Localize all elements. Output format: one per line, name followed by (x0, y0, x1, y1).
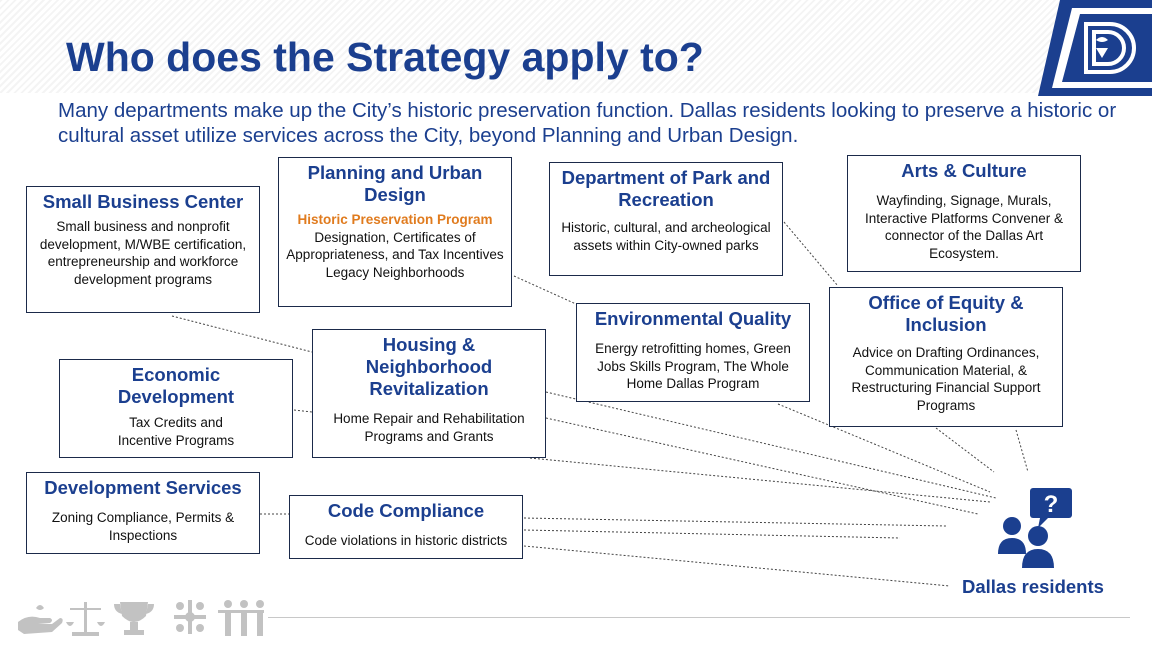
people-icon (218, 600, 264, 636)
economic-development-box (59, 359, 293, 458)
box-description: Zoning Compliance, Permits & Inspections (51, 510, 235, 543)
box-title: Small Business Center (42, 191, 244, 212)
footer-icons (14, 596, 264, 640)
caring-hand-icon (18, 605, 63, 634)
box-title: Development Services (44, 477, 242, 498)
slide-title: Who does the Strategy apply to? (66, 34, 704, 80)
svg-text:?: ? (1043, 491, 1059, 518)
box-title: Economic Development (117, 364, 235, 407)
box-title: Department of Park and Recreation (561, 167, 771, 210)
code-compliance-box (289, 495, 523, 559)
box-description: Designation, Certificates of Appropriateness, and Tax Incentives (286, 229, 504, 262)
box-title: Housing & Neighborhood Revitalization (365, 334, 493, 399)
box-description: Small business and nonprofit development, M/WBE certification, entrepreneurship and workforce development programs (39, 219, 247, 287)
box-title: Planning and Urban Design (307, 162, 483, 205)
arts-culture-box (847, 155, 1081, 272)
housing-revitalization-box (312, 329, 546, 458)
planning-urban-design-box (278, 157, 512, 307)
footer-divider (268, 617, 1130, 618)
park-recreation-box (549, 162, 783, 276)
box-description-2: Legacy Neighborhoods (325, 264, 465, 280)
box-title: Office of Equity & Inclusion (868, 292, 1024, 335)
dallas-residents-label: Dallas residents (962, 576, 1104, 597)
box-description: Historic, cultural, and archeological assets within City-owned parks (561, 220, 771, 253)
trophy-icon (114, 602, 154, 635)
box-title: Environmental Quality (594, 308, 792, 329)
box-description: Home Repair and Rehabilitation Programs and Grants (333, 411, 525, 444)
box-description: Wayfinding, Signage, Murals, Interactive Platforms Convener & connector of the Dallas Art Ecosystem. (864, 193, 1064, 261)
network-icon (174, 600, 206, 634)
box-title: Code Compliance (327, 500, 485, 521)
environmental-quality-box (576, 303, 810, 402)
box-title: Arts & Culture (901, 160, 1027, 181)
historic-preservation-label: Historic Preservation Program (297, 212, 493, 227)
small-business-center-box (26, 186, 260, 313)
equity-inclusion-box (829, 287, 1063, 427)
residents-question-icon (996, 486, 1076, 570)
box-description: Code violations in historic districts (304, 533, 508, 548)
development-services-box (26, 472, 260, 554)
box-description: Energy retrofitting homes, Green Jobs Skills Program, The Whole Home Dallas Program (595, 341, 791, 391)
box-description: Tax Credits and Incentive Programs (117, 415, 235, 448)
box-description: Advice on Drafting Ordinances, Communication Material, & Restructuring Financial Support Programs (851, 345, 1041, 413)
scales-icon (66, 602, 105, 636)
slide-subtitle: Many departments make up the City’s historic preservation function. Dallas residents looking to preserve a historic or cultural asset utilize services across the City, beyond Planning and Urban Design. (58, 99, 1117, 147)
